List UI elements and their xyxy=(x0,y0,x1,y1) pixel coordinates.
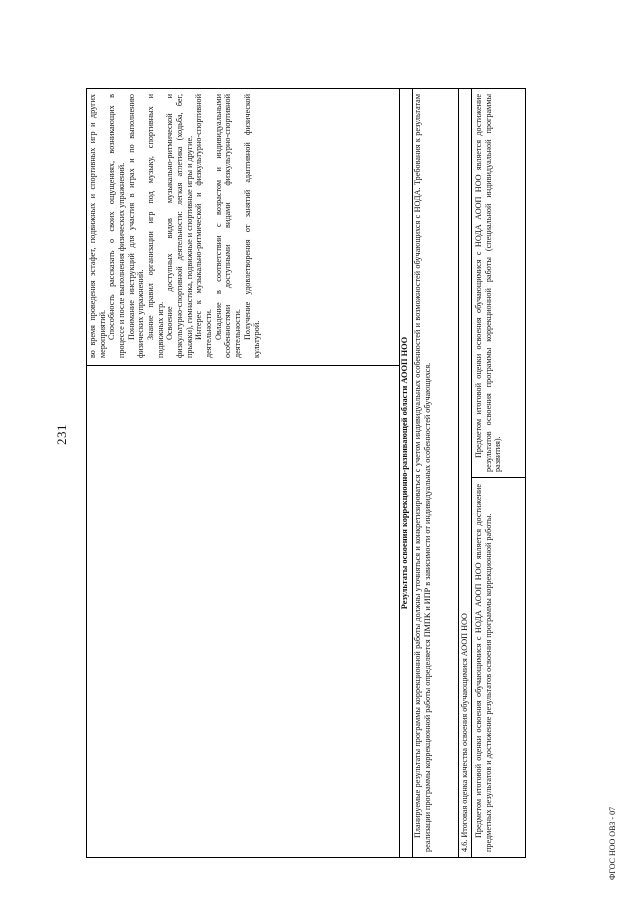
activity-line: Овладение в соответствии с возрастом и индивидуальными особенностями доступными видами физкультурно-спортивной деятельности. xyxy=(213,94,243,358)
section-heading: Результаты освоения коррекционно-развивающей области АООП НОО xyxy=(400,336,409,610)
activity-line: Интерес к музыкально-ритмической и физкультурно-спортивной деятельности. xyxy=(194,94,214,358)
page-number: 231 xyxy=(54,424,69,445)
footer-code: ФГОС НОО ОВЗ - 07 xyxy=(608,806,617,880)
activity-line: Получение удовлетворения от занятий адаптивной физической культурой. xyxy=(242,94,262,358)
column-divider xyxy=(86,365,400,366)
activity-results-cell xyxy=(88,94,396,358)
column-divider xyxy=(472,477,526,478)
activity-line: Освоение доступных видов музыкально-ритмической и физкультурно-спортивной деятельности: легкая атлетика (ходьба, бег, прыжки), гимнастика, подвижные и спортивные игры и другие. xyxy=(165,94,194,358)
section-paragraph: Планируемые результаты программы коррекционной работы должны уточняться и конкретизироваться с учетом индивидуальных особенностей и возможностей обучающихся с НОДА. Требования к результатам реализации программы коррекционной работы определяется ПМПК и ИПР в зависимости от индивидуальных особенностей обучающихся. xyxy=(413,94,432,852)
row-divider xyxy=(458,88,459,858)
subsection-heading: 4.6. Итоговая оценка качества освоения обучающимися АООП НОО xyxy=(460,613,469,852)
activity-line: Знание правил организации игр под музыку, спортивных и подвижных игр. xyxy=(146,94,165,358)
activity-line: во время проведения эстафет, подвижных и спортивных игр и других мероприятий. xyxy=(88,94,107,358)
rotated-table-sheet xyxy=(86,88,526,858)
final-assessment-left: Предметом итоговой оценки освоения обучающимися с НОДА АООП НОО является достижение предметных результатов и достижение результатов освоения программы коррекционной работы. xyxy=(474,484,493,852)
final-assessment-right: Предметом итоговой оценки освоения обучающимися с НОДА АООП НОО является достижение результатов освоения программы коррекционной работы (специальной индивидуальной программы развития). xyxy=(474,94,503,472)
row-divider xyxy=(471,88,472,858)
activity-line: Понимание инструкций для участия в играх и по выполнению физических упражнений. xyxy=(126,94,146,358)
activity-line: Способность рассказать о своих ощущениях, возникающих в процессе и после выполнения физических упражнений. xyxy=(107,94,127,358)
